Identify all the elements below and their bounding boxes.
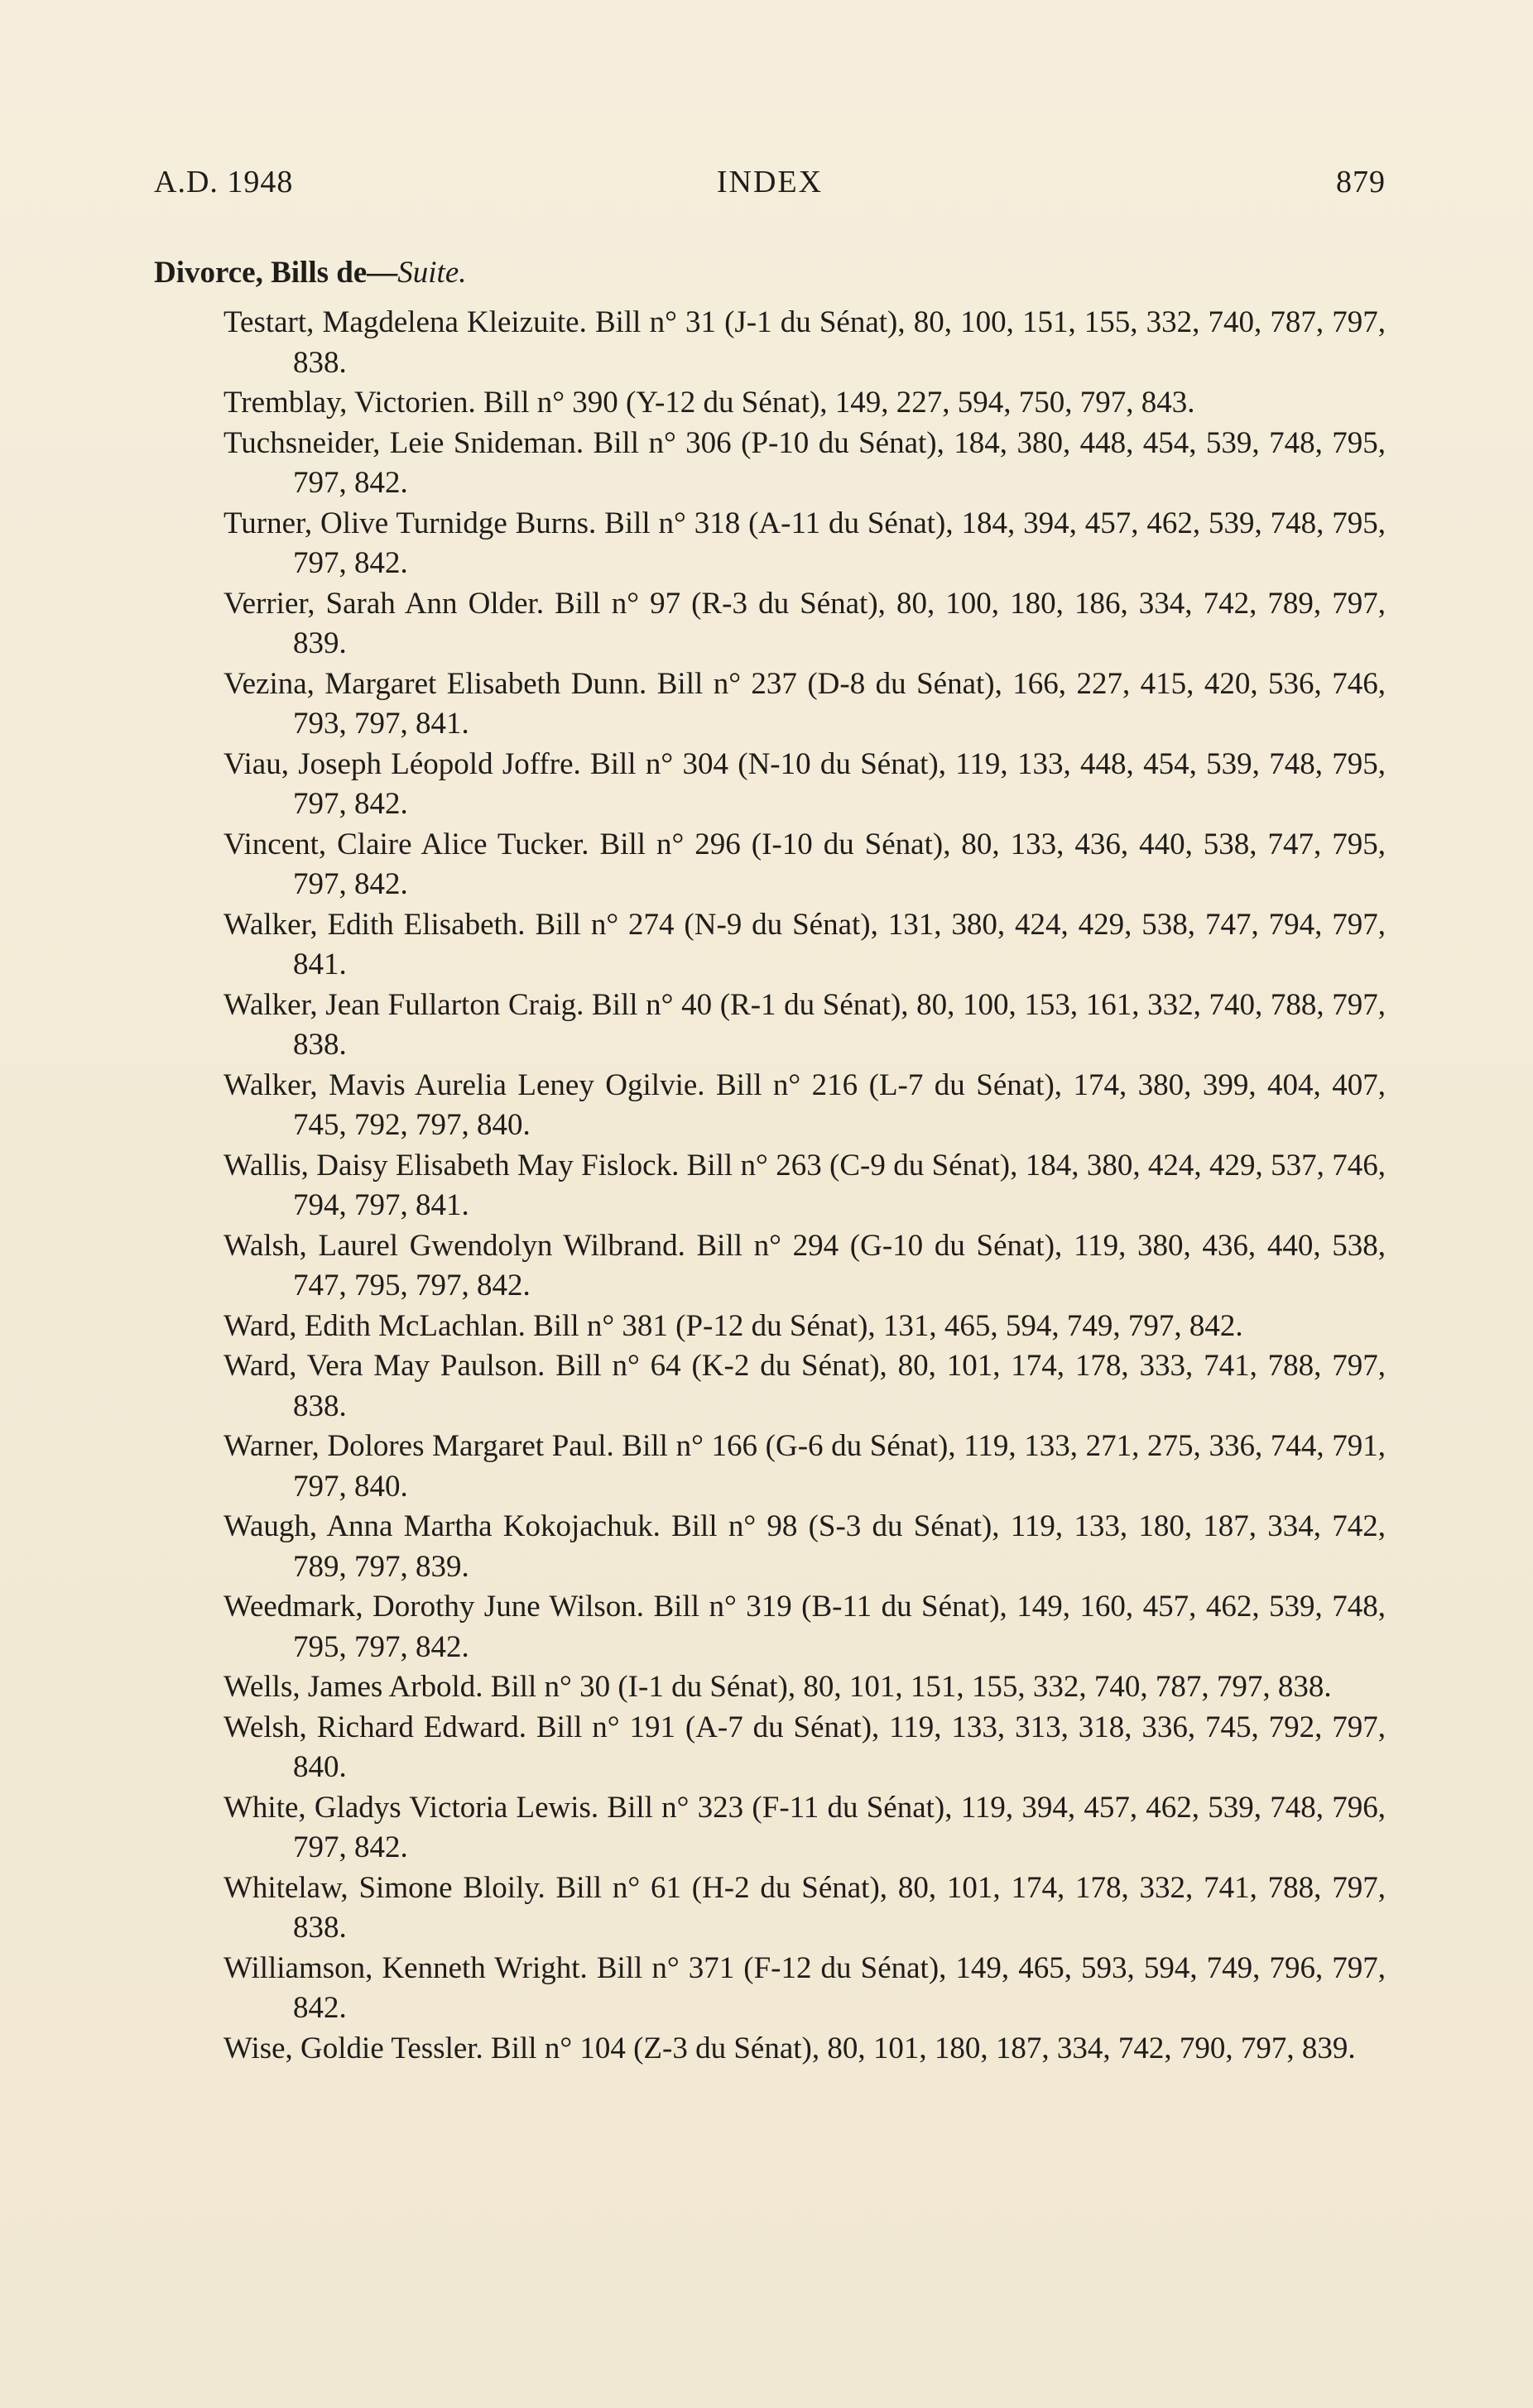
index-entry: Wallis, Daisy Elisabeth May Fislock. Bill n° 263 (C-9 du Sénat), 184, 380, 424, 429, 537, 746, 794, 797, 841. bbox=[223, 1148, 1386, 1222]
header-title: INDEX bbox=[716, 165, 824, 199]
index-entry: Vezina, Margaret Elisabeth Dunn. Bill n° 237 (D-8 du Sénat), 166, 227, 415, 420, 536, 746, 793, 797, 841. bbox=[223, 666, 1386, 741]
index-entry: Wise, Goldie Tessler. Bill n° 104 (Z-3 du Sénat), 80, 101, 180, 187, 334, 742, 790, 797, 839. bbox=[223, 2031, 1356, 2065]
index-entry: Walker, Jean Fullarton Craig. Bill n° 40 (R-1 du Sénat), 80, 100, 153, 161, 332, 740, 788, 797, 838. bbox=[223, 987, 1386, 1062]
index-entry: Vincent, Claire Alice Tucker. Bill n° 296 (I-10 du Sénat), 80, 133, 436, 440, 538, 747, 795, 797, 842. bbox=[223, 827, 1386, 901]
index-entry: Welsh, Richard Edward. Bill n° 191 (A-7 du Sénat), 119, 133, 313, 318, 336, 745, 792, 797, 840. bbox=[223, 1710, 1386, 1784]
index-entry: Viau, Joseph Léopold Joffre. Bill n° 304 (N-10 du Sénat), 119, 133, 448, 454, 539, 748, 795, 797, 842. bbox=[223, 746, 1386, 821]
section-suite: Suite. bbox=[397, 256, 467, 290]
section-heading bbox=[154, 255, 467, 290]
index-entry: Tuchsneider, Leie Snideman. Bill n° 306 (P-10 du Sénat), 184, 380, 448, 454, 539, 748, 795, 797, 842. bbox=[223, 425, 1386, 500]
index-entry: Walker, Edith Elisabeth. Bill n° 274 (N-9 du Sénat), 131, 380, 424, 429, 538, 747, 794, 797, 841. bbox=[223, 907, 1386, 981]
page-number: 879 bbox=[1336, 165, 1386, 199]
index-entry: Testart, Magdelena Kleizuite. Bill n° 31 (J-1 du Sénat), 80, 100, 151, 155, 332, 740, 787, 797, 838. bbox=[223, 305, 1386, 380]
index-entries bbox=[223, 303, 1386, 2069]
index-entry: Walsh, Laurel Gwendolyn Wilbrand. Bill n° 294 (G-10 du Sénat), 119, 380, 436, 440, 538, 747, 795, 797, 842. bbox=[223, 1228, 1386, 1302]
index-entry: Whitelaw, Simone Bloily. Bill n° 61 (H-2 du Sénat), 80, 101, 174, 178, 332, 741, 788, 797, 838. bbox=[223, 1870, 1386, 1945]
index-entry: Ward, Vera May Paulson. Bill n° 64 (K-2 du Sénat), 80, 101, 174, 178, 333, 741, 788, 797, 838. bbox=[223, 1349, 1386, 1423]
index-entry: Ward, Edith McLachlan. Bill n° 381 (P-12 du Sénat), 131, 465, 594, 749, 797, 842. bbox=[223, 1308, 1243, 1343]
header-year: A.D. 1948 bbox=[154, 165, 294, 199]
index-entry: Turner, Olive Turnidge Burns. Bill n° 318 (A-11 du Sénat), 184, 394, 457, 462, 539, 748, 795, 797, 842. bbox=[223, 506, 1386, 580]
section-title: Divorce, Bills de— bbox=[154, 256, 398, 290]
index-entry: Weedmark, Dorothy June Wilson. Bill n° 319 (B-11 du Sénat), 149, 160, 457, 462, 539, 748, 795, 797, 842. bbox=[223, 1590, 1386, 1664]
index-entry: Verrier, Sarah Ann Older. Bill n° 97 (R-3 du Sénat), 80, 100, 180, 186, 334, 742, 789, 797, 839. bbox=[223, 586, 1386, 660]
index-entry: Walker, Mavis Aurelia Leney Ogilvie. Bill n° 216 (L-7 du Sénat), 174, 380, 399, 404, 407, 745, 792, 797, 840. bbox=[223, 1067, 1386, 1142]
index-entry: Tremblay, Victorien. Bill n° 390 (Y-12 du Sénat), 149, 227, 594, 750, 797, 843. bbox=[223, 386, 1195, 420]
index-entry: Warner, Dolores Margaret Paul. Bill n° 166 (G-6 du Sénat), 119, 133, 271, 275, 336, 744, 791, 797, 840. bbox=[223, 1429, 1386, 1504]
index-entry: Wells, James Arbold. Bill n° 30 (I-1 du Sénat), 80, 101, 151, 155, 332, 740, 787, 797, 838. bbox=[223, 1670, 1332, 1704]
index-entry: Waugh, Anna Martha Kokojachuk. Bill n° 98 (S-3 du Sénat), 119, 133, 180, 187, 334, 742, 789, 797, 839. bbox=[223, 1509, 1386, 1584]
index-entry: White, Gladys Victoria Lewis. Bill n° 323 (F-11 du Sénat), 119, 394, 457, 462, 539, 748, 796, 797, 842. bbox=[223, 1790, 1386, 1864]
running-head bbox=[154, 164, 1386, 213]
index-entry: Williamson, Kenneth Wright. Bill n° 371 (F-12 du Sénat), 149, 465, 593, 594, 749, 796, 797, 842. bbox=[223, 1950, 1386, 2025]
